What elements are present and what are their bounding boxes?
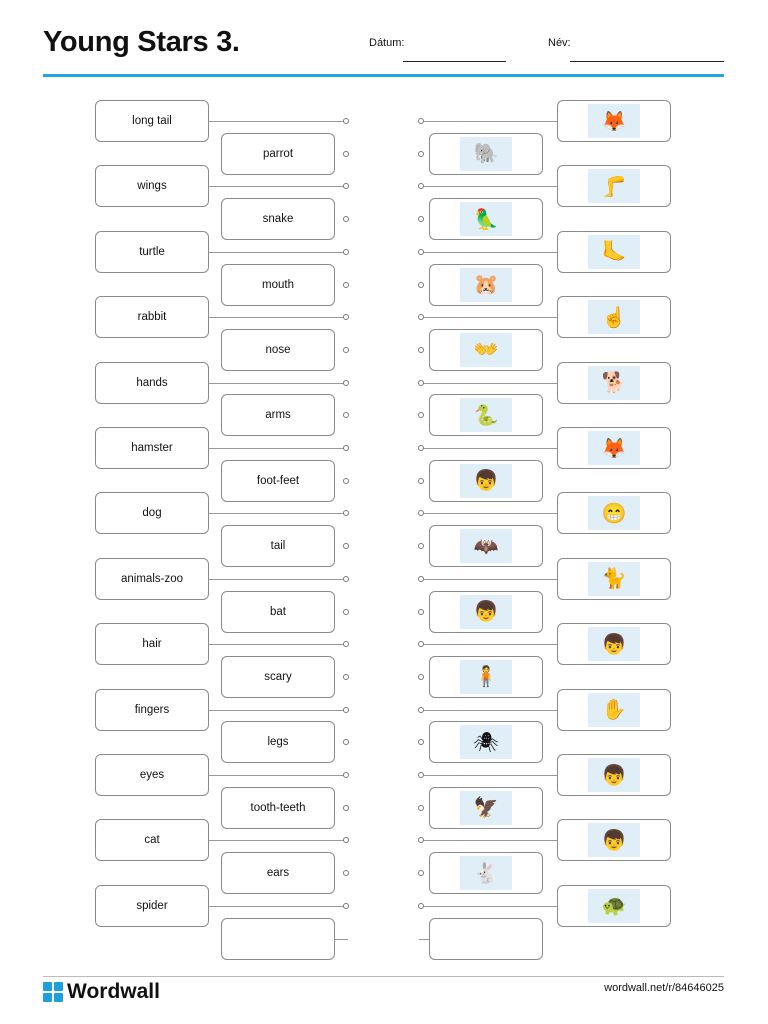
connector-line	[209, 840, 346, 841]
connector-dot[interactable]	[418, 805, 424, 811]
picture-card[interactable]	[429, 394, 543, 436]
wordwall-logo	[43, 980, 160, 1004]
bird-wings-icon: 🦅	[460, 791, 512, 825]
word-label: eyes	[139, 769, 165, 781]
picture-card[interactable]	[429, 918, 543, 960]
picture-card[interactable]	[429, 852, 543, 894]
connector-line	[335, 939, 348, 940]
connector-dot[interactable]	[343, 510, 349, 516]
boy-face-icon: 👦	[588, 823, 640, 857]
word-label: snake	[262, 213, 294, 226]
word-label: nose	[265, 343, 291, 356]
connector-dot[interactable]	[418, 641, 424, 647]
connector-dot[interactable]	[418, 118, 424, 124]
scary-hands-icon: 👐	[460, 333, 512, 367]
word-card[interactable]	[221, 787, 335, 829]
word-card[interactable]	[95, 754, 209, 796]
connector-dot[interactable]	[343, 576, 349, 582]
connector-line	[421, 840, 557, 841]
picture-card[interactable]	[557, 427, 671, 469]
connector-dot[interactable]	[418, 609, 424, 615]
bat-icon: 🦇	[460, 529, 512, 563]
connector-dot[interactable]	[343, 380, 349, 386]
connector-dot[interactable]	[343, 739, 349, 745]
picture-card[interactable]	[557, 689, 671, 731]
fingers-icon: ✋	[588, 693, 640, 727]
connector-line	[209, 186, 346, 187]
picture-card[interactable]	[557, 885, 671, 927]
connector-dot[interactable]	[343, 118, 349, 124]
connector-line	[209, 252, 346, 253]
word-label: legs	[267, 736, 289, 749]
connector-line	[209, 448, 346, 449]
connector-line	[209, 710, 346, 711]
word-card[interactable]	[95, 427, 209, 469]
picture-card[interactable]	[557, 754, 671, 796]
word-label: wings	[137, 180, 167, 193]
connector-line	[421, 775, 557, 776]
connector-line	[421, 186, 557, 187]
word-card[interactable]	[221, 721, 335, 763]
snake-icon: 🐍	[460, 398, 512, 432]
connector-line	[421, 121, 557, 122]
word-label: parrot	[262, 147, 294, 160]
boy-ears-icon: 👦	[460, 464, 512, 498]
parrot-icon: 🦜	[460, 202, 512, 236]
connector-dot[interactable]	[418, 445, 424, 451]
smile-face-icon: 😁	[588, 496, 640, 530]
connector-line	[421, 710, 557, 711]
connector-dot[interactable]	[343, 805, 349, 811]
word-card[interactable]	[221, 264, 335, 306]
picture-card[interactable]	[557, 165, 671, 207]
word-card[interactable]	[221, 133, 335, 175]
connector-dot[interactable]	[418, 576, 424, 582]
connector-line	[209, 906, 346, 907]
connector-dot[interactable]	[343, 314, 349, 320]
connector-line	[421, 513, 557, 514]
legs-icon: 🦵	[588, 169, 640, 203]
word-card[interactable]	[221, 394, 335, 436]
connector-dot[interactable]	[418, 870, 424, 876]
connector-dot[interactable]	[343, 478, 349, 484]
cat-icon: 🐈	[588, 562, 640, 596]
word-card[interactable]	[221, 918, 335, 960]
connector-dot[interactable]	[343, 445, 349, 451]
word-card[interactable]	[95, 558, 209, 600]
boy-eyes-icon: 👦	[588, 758, 640, 792]
picture-card[interactable]	[429, 329, 543, 371]
connector-dot[interactable]	[418, 707, 424, 713]
picture-card[interactable]	[557, 231, 671, 273]
connector-dot[interactable]	[418, 772, 424, 778]
connector-dot[interactable]	[343, 837, 349, 843]
spider-icon: 🕷	[460, 725, 512, 759]
connector-line	[209, 317, 346, 318]
connector-line	[421, 383, 557, 384]
word-label: long tail	[132, 115, 172, 127]
picture-card[interactable]	[429, 787, 543, 829]
connector-line	[421, 448, 557, 449]
connector-line	[209, 579, 346, 580]
connector-line	[421, 906, 557, 907]
picture-card[interactable]	[429, 591, 543, 633]
word-label: tooth-teeth	[250, 801, 306, 814]
turtle-icon: 🐢	[588, 889, 640, 923]
connector-dot[interactable]	[343, 151, 349, 157]
word-label: bat	[270, 605, 286, 618]
connector-dot[interactable]	[343, 216, 349, 222]
hamster-icon: 🐹	[460, 268, 512, 302]
connector-dot[interactable]	[343, 347, 349, 353]
word-card[interactable]	[221, 591, 335, 633]
connector-line	[421, 317, 557, 318]
word-label: arms	[265, 409, 291, 422]
picture-card[interactable]	[557, 558, 671, 600]
word-card[interactable]	[95, 100, 209, 142]
connector-dot[interactable]	[418, 282, 424, 288]
connector-dot[interactable]	[418, 903, 424, 909]
word-label: hair	[142, 638, 162, 651]
connector-dot[interactable]	[418, 183, 424, 189]
connector-dot[interactable]	[418, 314, 424, 320]
connector-line	[419, 939, 429, 940]
connector-dot[interactable]	[418, 510, 424, 516]
connector-line	[421, 579, 557, 580]
word-label: turtle	[139, 245, 165, 258]
connector-dot[interactable]	[418, 412, 424, 418]
word-label: ears	[266, 867, 290, 880]
word-label: scary	[264, 670, 292, 683]
connector-line	[209, 775, 346, 776]
feet-icon: 🦶	[588, 235, 640, 269]
connector-dot[interactable]	[343, 903, 349, 909]
connector-line	[209, 644, 346, 645]
word-label: hands	[136, 376, 168, 389]
word-card[interactable]	[221, 329, 335, 371]
connector-dot[interactable]	[418, 347, 424, 353]
word-card[interactable]	[95, 492, 209, 534]
word-label: dog	[142, 507, 162, 520]
connector-line	[209, 383, 346, 384]
worksheet-title: Young Stars 3.	[43, 26, 240, 58]
word-label: mouth	[262, 278, 294, 291]
wordwall-logo-icon	[43, 982, 63, 1002]
picture-card[interactable]	[429, 264, 543, 306]
connector-line	[421, 644, 557, 645]
boy-arms-icon: 🧍	[460, 660, 512, 694]
connector-line	[421, 252, 557, 253]
connector-dot[interactable]	[343, 609, 349, 615]
footer-url[interactable]: wordwall.net/r/84646025	[604, 982, 724, 994]
word-label: hamster	[131, 442, 173, 454]
picture-card[interactable]	[557, 296, 671, 338]
word-card[interactable]	[95, 165, 209, 207]
picture-card[interactable]	[557, 819, 671, 861]
fox-tail-icon: 🦊	[588, 104, 640, 138]
connector-dot[interactable]	[343, 249, 349, 255]
word-card[interactable]	[221, 852, 335, 894]
connector-dot[interactable]	[418, 674, 424, 680]
word-label: fingers	[134, 703, 170, 716]
word-label: spider	[136, 899, 168, 912]
connector-line	[209, 513, 346, 514]
picture-card[interactable]	[557, 623, 671, 665]
word-label: animals-zoo	[121, 572, 183, 585]
dog-icon: 🐕	[588, 366, 640, 400]
picture-card[interactable]	[557, 492, 671, 534]
word-card[interactable]	[221, 198, 335, 240]
word-label: cat	[144, 834, 160, 847]
fox-icon: 🦊	[588, 431, 640, 465]
word-label: tail	[270, 540, 286, 553]
connector-dot[interactable]	[418, 837, 424, 843]
picture-card[interactable]	[557, 362, 671, 404]
connector-dot[interactable]	[343, 870, 349, 876]
connector-dot[interactable]	[418, 478, 424, 484]
word-card[interactable]	[221, 525, 335, 567]
picture-card[interactable]	[429, 525, 543, 567]
zoo-animals-icon: 🐘	[460, 137, 512, 171]
boy-mouth-icon: 👦	[460, 595, 512, 629]
word-card[interactable]	[95, 231, 209, 273]
word-card[interactable]	[95, 623, 209, 665]
word-card[interactable]	[95, 885, 209, 927]
word-label: rabbit	[137, 311, 167, 324]
connector-dot[interactable]	[343, 641, 349, 647]
boy-hair-icon: 👦	[588, 627, 640, 661]
word-card[interactable]	[95, 689, 209, 731]
rabbit-icon: 🐇	[460, 856, 512, 890]
footer-divider	[43, 976, 724, 977]
word-label: foot-feet	[256, 474, 300, 487]
picture-card[interactable]	[429, 656, 543, 698]
word-card[interactable]	[95, 819, 209, 861]
picture-card[interactable]	[429, 198, 543, 240]
name-label: Név:	[548, 37, 571, 49]
connector-dot[interactable]	[418, 216, 424, 222]
connector-dot[interactable]	[418, 151, 424, 157]
date-label: Dátum:	[369, 37, 405, 49]
picture-card[interactable]	[429, 460, 543, 502]
finger-icon: ☝	[588, 300, 640, 334]
word-card[interactable]	[221, 656, 335, 698]
connector-dot[interactable]	[343, 412, 349, 418]
picture-card[interactable]	[429, 721, 543, 763]
picture-card[interactable]	[557, 100, 671, 142]
connector-dot[interactable]	[343, 707, 349, 713]
connector-dot[interactable]	[418, 739, 424, 745]
connector-dot[interactable]	[418, 543, 424, 549]
picture-card[interactable]	[429, 133, 543, 175]
connector-line	[209, 121, 346, 122]
connector-dot[interactable]	[418, 249, 424, 255]
connector-dot[interactable]	[343, 282, 349, 288]
word-card[interactable]	[221, 460, 335, 502]
connector-dot[interactable]	[343, 674, 349, 680]
connector-dot[interactable]	[343, 772, 349, 778]
word-card[interactable]	[95, 296, 209, 338]
connector-dot[interactable]	[343, 183, 349, 189]
connector-dot[interactable]	[418, 380, 424, 386]
connector-dot[interactable]	[343, 543, 349, 549]
brand-name: Wordwall	[67, 980, 160, 1003]
word-card[interactable]	[95, 362, 209, 404]
